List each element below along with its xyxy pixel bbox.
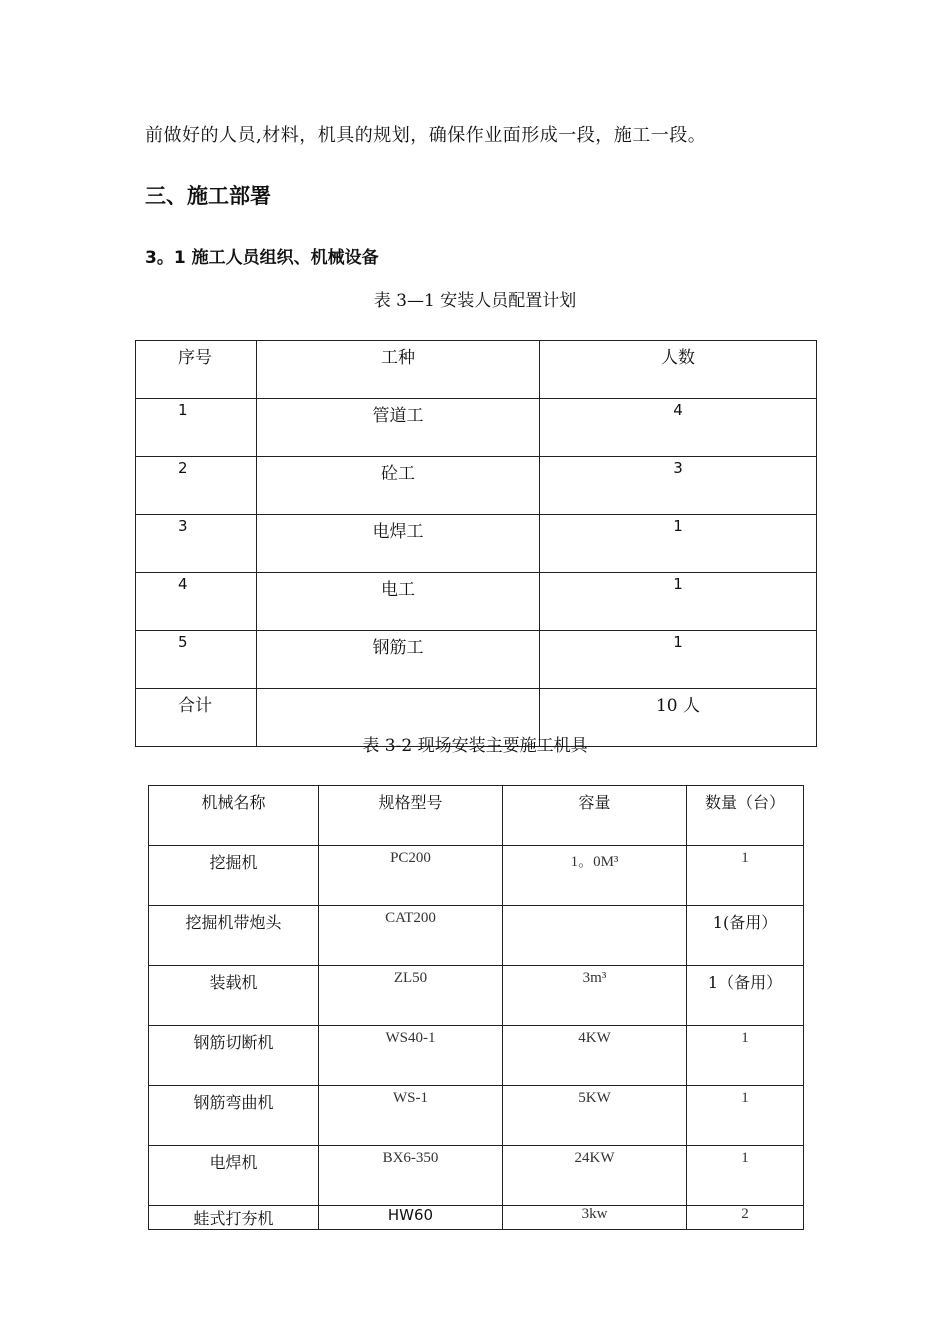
table-cell: 合计	[136, 689, 257, 747]
table-cell: 1	[687, 1146, 804, 1206]
table-cell: 4KW	[503, 1026, 687, 1086]
table-cell: 5	[136, 631, 257, 689]
table-row	[149, 1146, 804, 1206]
table-cell: 钢筋工	[257, 631, 540, 689]
table-cell: 2	[687, 1206, 804, 1230]
table-cell: PC200	[319, 846, 503, 906]
table2-caption: 表 3-2 现场安装主要施工机具	[362, 736, 588, 756]
table-cell: 1	[540, 515, 817, 573]
table-cell: WS-1	[319, 1086, 503, 1146]
table-cell: 1。0M³	[503, 846, 687, 906]
table-cell: ZL50	[319, 966, 503, 1026]
table-header-row	[149, 786, 804, 846]
table-cell: 1	[687, 1026, 804, 1086]
header-cell: 人数	[540, 341, 817, 399]
table-row	[149, 1206, 804, 1230]
table-cell: 1(备用）	[687, 906, 804, 966]
table-cell: WS40-1	[319, 1026, 503, 1086]
table-cell: 3	[540, 457, 817, 515]
header-cell: 规格型号	[319, 786, 503, 846]
table-cell: 1	[540, 573, 817, 631]
table-cell: 3	[136, 515, 257, 573]
staffing-table	[135, 340, 817, 747]
machinery-table	[148, 785, 804, 1230]
header-cell: 容量	[503, 786, 687, 846]
table-row	[149, 1026, 804, 1086]
table-cell: 1	[136, 399, 257, 457]
table-row	[136, 457, 817, 515]
section-heading: 三、施工部署	[145, 184, 271, 208]
body-paragraph: 前做好的人员,材料，机具的规划，确保作业面形成一段，施工一段。	[145, 125, 707, 146]
table-cell: 挖掘机带炮头	[149, 906, 319, 966]
table-cell: 10 人	[540, 689, 817, 747]
table-cell: 1	[687, 846, 804, 906]
table-cell: 装载机	[149, 966, 319, 1026]
subsection-heading: 3。1 施工人员组织、机械设备	[145, 248, 379, 268]
header-cell: 工种	[257, 341, 540, 399]
table-cell: BX6-350	[319, 1146, 503, 1206]
table-cell: 电焊机	[149, 1146, 319, 1206]
table-cell: 管道工	[257, 399, 540, 457]
table-row	[149, 966, 804, 1026]
table-cell: 砼工	[257, 457, 540, 515]
table-cell: 1（备用）	[687, 966, 804, 1026]
table-cell: 2	[136, 457, 257, 515]
header-cell: 机械名称	[149, 786, 319, 846]
table-cell: 5KW	[503, 1086, 687, 1146]
table-row	[136, 573, 817, 631]
table-cell: 1	[540, 631, 817, 689]
table-cell: 钢筋切断机	[149, 1026, 319, 1086]
table1-caption: 表 3—1 安装人员配置计划	[373, 291, 577, 311]
table-cell: CAT200	[319, 906, 503, 966]
table-cell: 电工	[257, 573, 540, 631]
table-cell: 钢筋弯曲机	[149, 1086, 319, 1146]
header-cell: 序号	[136, 341, 257, 399]
table-header-row	[136, 341, 817, 399]
table-row	[136, 631, 817, 689]
table-cell: 4	[136, 573, 257, 631]
table-cell: HW60	[319, 1206, 503, 1230]
table-row	[149, 846, 804, 906]
table-cell: 3kw	[503, 1206, 687, 1230]
table-cell	[503, 906, 687, 966]
table-cell: 4	[540, 399, 817, 457]
table-cell: 电焊工	[257, 515, 540, 573]
table-cell: 3m³	[503, 966, 687, 1026]
table-row	[149, 1086, 804, 1146]
table-row	[149, 906, 804, 966]
table-row	[136, 515, 817, 573]
table-cell: 蛙式打夯机	[149, 1206, 319, 1230]
table-row	[136, 399, 817, 457]
table-cell: 1	[687, 1086, 804, 1146]
header-cell: 数量（台）	[687, 786, 804, 846]
table-cell: 24KW	[503, 1146, 687, 1206]
table-cell: 挖掘机	[149, 846, 319, 906]
